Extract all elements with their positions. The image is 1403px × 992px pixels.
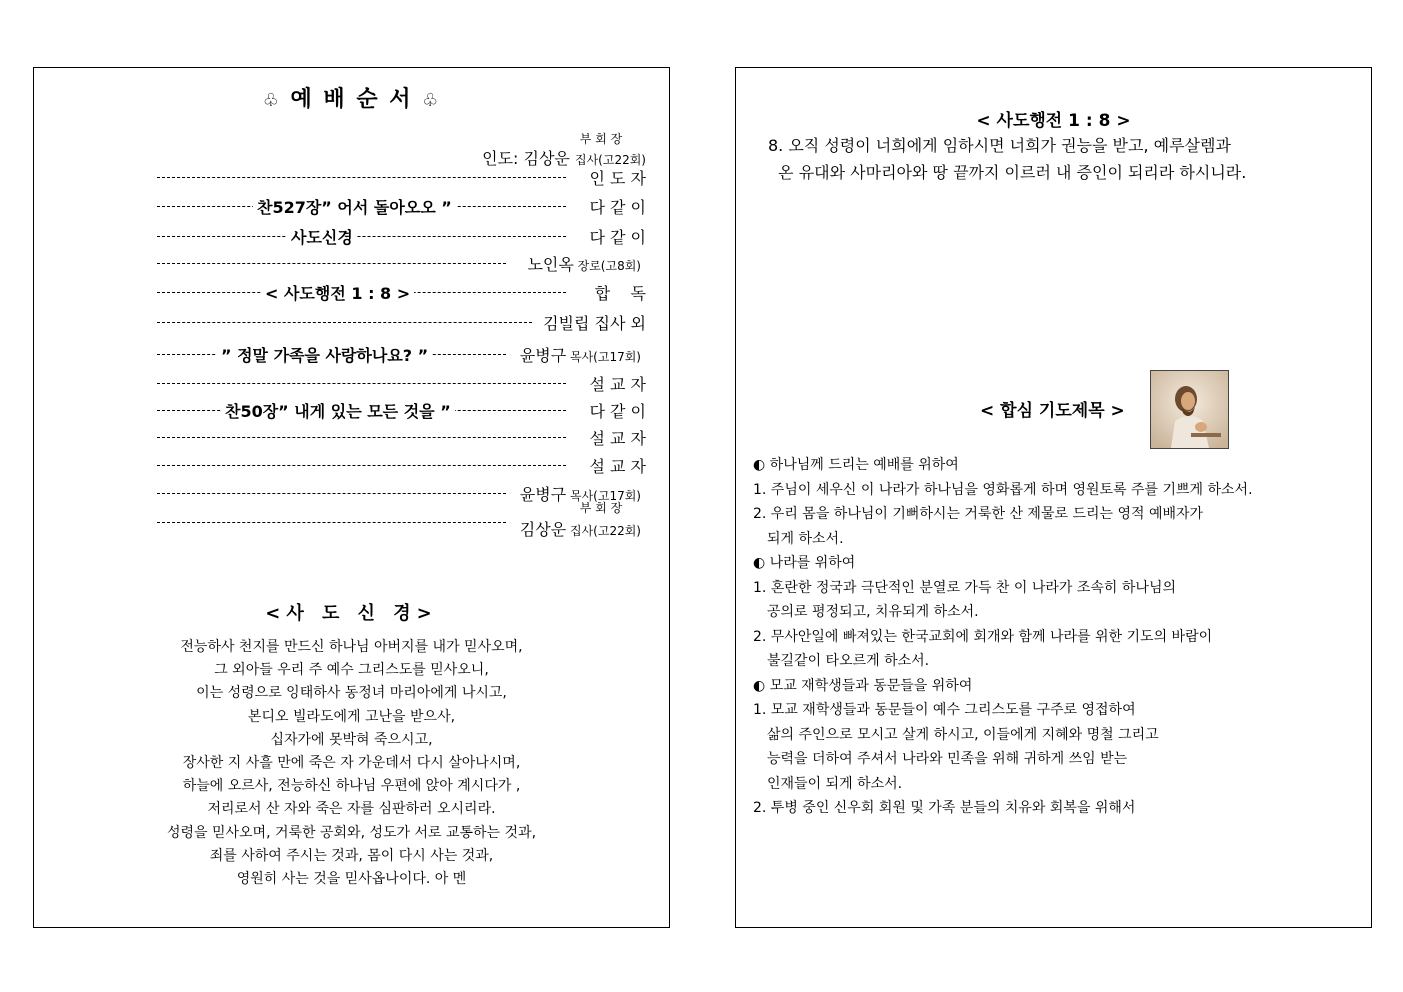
dotted-leader-line	[157, 522, 506, 523]
leader-role: 목사(고17회)	[566, 489, 641, 503]
dotted-leader-line	[157, 263, 506, 264]
order-item-leader: 다 같 이	[589, 198, 646, 217]
leader-name: 김상운	[519, 520, 567, 539]
scripture-line: 8. 오직 성령이 너희에게 임하시면 너희가 권능을 받고, 예루살렘과	[768, 136, 1231, 155]
creed-line: 죄를 사하여 주시는 것과, 몸이 다시 사는 것과,	[209, 847, 494, 864]
prayer-item: 능력을 더하여 주셔서 나라와 민족을 위해 귀하게 쓰임 받는	[767, 751, 1128, 767]
prayer-item: 1. 모교 재학생들과 동문들이 예수 그리스도를 구주로 영접하여	[753, 702, 1136, 718]
praying-jesus-image	[1150, 370, 1229, 449]
order-item-leader: 인 도 자	[589, 169, 646, 188]
order-row	[61, 343, 646, 367]
order-item-leader: 합 독	[594, 284, 646, 303]
dotted-leader-line	[157, 177, 566, 178]
dotted-leader-line	[157, 437, 566, 438]
prayer-item: 되게 하소서.	[767, 530, 844, 547]
worship-order-title	[34, 82, 669, 113]
order-item-leader	[520, 517, 641, 540]
creed-line: 저리로서 산 자와 죽은 자를 심판하러 오시리라.	[207, 801, 496, 818]
scripture-verse	[768, 132, 1328, 186]
order-row	[61, 252, 646, 276]
order-row	[61, 399, 646, 423]
prayer-item: 2. 무사안일에 빠져있는 한국교회에 회개와 함께 나라를 위한 기도의 바람이	[753, 628, 1213, 645]
scripture-prayer-panel	[735, 67, 1372, 928]
order-row	[61, 482, 646, 506]
order-row	[61, 372, 646, 396]
dotted-leader-line	[157, 383, 566, 384]
order-row	[61, 426, 646, 450]
order-item-detail: < 사도행전 1 : 8 >	[261, 281, 414, 304]
order-item-leader: 다 같 이	[589, 228, 646, 247]
leader-name: 윤병구	[519, 485, 567, 504]
prayer-item: 1. 혼란한 정국과 극단적인 분열로 가득 찬 이 나라가 조속히 하나님의	[753, 579, 1177, 596]
prayer-item: 공의로 평정되고, 치유되게 하소서.	[767, 604, 979, 620]
prayer-item: 1. 주님이 세우신 이 나라가 하나님을 영화롭게 하며 영원토록 주를 기쁘게 하소서.	[753, 481, 1253, 498]
clover-icon: ♧	[422, 90, 441, 111]
leader-role: 장로(고8회)	[573, 259, 641, 273]
leader-name: 윤병구	[519, 346, 567, 365]
prayer-title: < 합심 기도제목 >	[980, 401, 1125, 421]
order-item-leader: 김빌립 집사 외	[543, 314, 646, 333]
apostles-creed-text	[34, 636, 669, 891]
dotted-leader-line	[157, 236, 566, 237]
order-item-leader	[527, 252, 641, 275]
dotted-leader-line	[157, 493, 506, 494]
order-item-detail: 찬50장” 내게 있는 모든 것을 ”	[221, 399, 455, 422]
order-row	[61, 195, 646, 219]
order-item-leader: 설 교 자	[589, 457, 646, 476]
order-item-detail: 찬527장” 어서 돌아오오 ”	[253, 195, 456, 218]
prayer-topic-heading: ◐ 하나님께 드리는 예배를 위하여	[753, 457, 959, 473]
header-leader-role-top: 부 회 장	[579, 132, 623, 146]
prayer-topic-heading: ◐ 모교 재학생들과 동문들을 위하여	[753, 677, 973, 694]
creed-line: 이는 성령으로 잉태하사 동정녀 마리아에게 나시고,	[196, 685, 507, 702]
leader-role-top: 부 회 장	[579, 501, 623, 515]
creed-line: 하늘에 오르사, 전능하신 하나님 우편에 앉아 계시다가 ,	[182, 778, 521, 795]
creed-line: 성령을 믿사오며, 거룩한 공회와, 성도가 서로 교통하는 것과,	[166, 824, 537, 841]
order-item-leader: 설 교 자	[589, 375, 646, 394]
order-item-detail: 사도신경	[287, 225, 357, 248]
prayer-item: 2. 우리 몸을 하나님이 기뻐하시는 거룩한 산 제물로 드리는 영적 예배자가	[753, 506, 1204, 522]
order-row	[61, 166, 646, 190]
order-item-leader	[520, 343, 641, 366]
prayer-list	[753, 453, 1363, 821]
prayer-item: 삶의 주인으로 모시고 살게 하시고, 이들에게 지혜와 명철 그리고	[767, 726, 1159, 743]
header-row	[61, 132, 646, 168]
order-item-detail: ” 정말 가족을 사랑하나요? ”	[217, 343, 432, 366]
leader-name: 노인옥	[527, 255, 574, 274]
order-item-leader: 다 같 이	[589, 402, 646, 421]
dotted-leader-line	[157, 465, 566, 466]
creed-line: 십자가에 못박혀 죽으시고,	[270, 731, 433, 748]
dotted-leader-line	[157, 322, 532, 323]
creed-title: <사 도 신 경>	[265, 603, 438, 624]
prayer-item: 2. 투병 중인 신우회 회원 및 가족 분들의 치유와 회복을 위해서	[753, 800, 1136, 816]
order-row	[61, 454, 646, 478]
prayer-item: 인재들이 되게 하소서.	[767, 775, 903, 792]
leader-role: 집사(고22회)	[566, 524, 641, 538]
scripture-title: < 사도행전 1 : 8 >	[976, 111, 1131, 131]
creed-line: 본디오 빌라도에게 고난을 받으사,	[247, 708, 456, 725]
prayer-item: 불길같이 타오르게 하소서.	[767, 653, 930, 669]
order-row	[61, 501, 646, 539]
header-leader: 인도: 김상운 집사(고22회)	[482, 149, 646, 168]
leader-role: 목사(고17회)	[566, 350, 641, 364]
clover-icon: ♧	[262, 90, 281, 111]
order-item-leader: 설 교 자	[589, 429, 646, 448]
scripture-line: 온 유대와 사마리아와 땅 끝까지 이르러 내 증인이 되리라 하시니라.	[768, 163, 1247, 182]
prayer-topic-heading: ◐ 나라를 위하여	[753, 555, 856, 571]
creed-line: 전능하사 천지를 만드신 하나님 아버지를 내가 믿사오며,	[180, 639, 523, 655]
creed-line: 장사한 지 사흘 만에 죽은 자 가운데서 다시 살아나시며,	[182, 755, 521, 772]
order-row	[61, 225, 646, 249]
creed-line: 그 외아들 우리 주 예수 그리스도를 믿사오니,	[214, 662, 489, 679]
worship-order-panel	[33, 67, 670, 928]
creed-line: 영원히 사는 것을 믿사옵나이다. 아 멘	[236, 871, 467, 888]
order-row	[61, 311, 646, 335]
worship-order-title-text: 예 배 순 서	[290, 87, 413, 112]
order-row	[61, 281, 646, 305]
